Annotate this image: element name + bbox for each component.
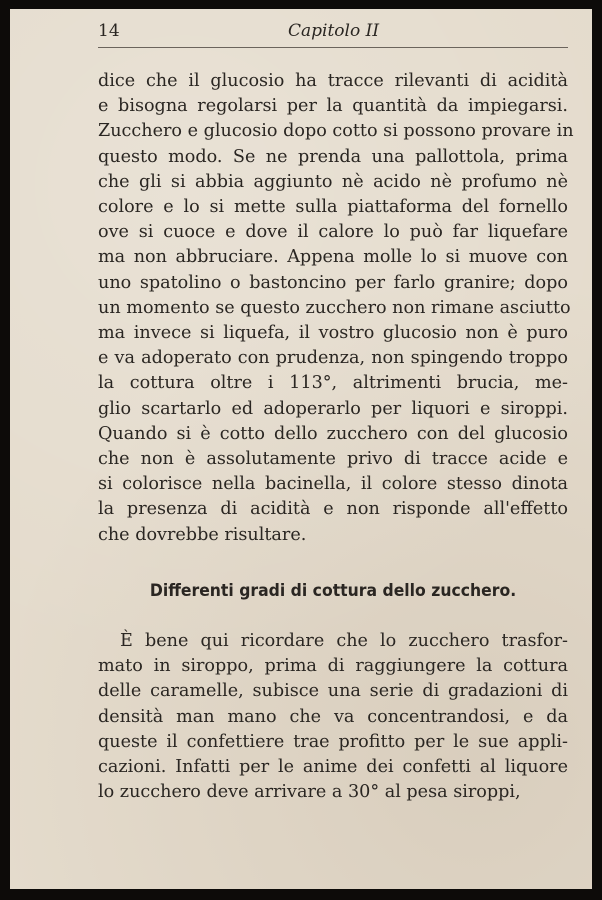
chapter-title: Capitolo II: [288, 21, 380, 41]
text-line: Zucchero e glucosio dopo cotto si possono provare in: [98, 121, 574, 142]
text-line: che gli si abbia aggiunto nè acido nè profumo nè: [98, 171, 568, 192]
book-page: [10, 9, 592, 889]
text-line: delle caramelle, subisce una serie di gradazioni di: [98, 681, 568, 702]
paragraph-1: [98, 69, 574, 548]
text-line: lo zucchero deve arrivare a 30° al pesa siroppi,: [98, 782, 521, 803]
text-line: che dovrebbe risultare.: [98, 524, 307, 545]
text-line: e va adoperato con prudenza, non spingendo troppo: [98, 348, 568, 369]
text-line: dice che il glucosio ha tracce rilevanti di acidità: [98, 71, 568, 91]
text-line: ma non abbruciare. Appena molle lo si muove con: [98, 247, 568, 268]
text-line: la presenza di acidità e non risponde all'effetto: [98, 499, 568, 520]
page-number: 14: [98, 21, 120, 41]
text-line: uno spatolino o bastoncino per farlo granire; dopo: [98, 272, 568, 293]
text-line: mato in siroppo, prima di raggiungere la cottura: [98, 656, 568, 677]
text-line: cazioni. Infatti per le anime dei confetti al liquore: [98, 757, 568, 778]
text-line: e bisogna regolarsi per la quantità da impiegarsi.: [98, 96, 568, 117]
text-line: ove si cuoce e dove il calore lo può far liquefare: [98, 222, 568, 243]
text-line: glio scartarlo ed adoperarlo per liquori e siroppi.: [98, 398, 568, 419]
section-heading: Differenti gradi di cottura dello zucchero.: [149, 581, 517, 601]
running-header: [98, 19, 568, 48]
text-line: densità man mano che va concentrandosi, e da: [98, 706, 568, 727]
text-line: questo modo. Se ne prenda una pallottola, prima: [98, 146, 568, 167]
text-line: un momento se questo zucchero non rimane asciutto: [98, 297, 571, 318]
text-line: la cottura oltre i 113°, altrimenti brucia, me-: [98, 373, 568, 394]
paragraph-2: [98, 629, 568, 805]
text-line: È bene qui ricordare che lo zucchero trasfor-: [120, 631, 568, 651]
text-line: si colorisce nella bacinella, il colore stesso dinota: [98, 474, 568, 495]
text-line: che non è assolutamente privo di tracce acide e: [98, 449, 568, 470]
text-line: colore e lo si mette sulla piattaforma del fornello: [98, 197, 568, 218]
text-line: ma invece si liquefa, il vostro glucosio non è puro: [98, 323, 568, 344]
text-line: queste il confettiere trae profitto per le sue appli-: [98, 731, 568, 752]
text-line: Quando si è cotto dello zucchero con del glucosio: [98, 423, 568, 444]
